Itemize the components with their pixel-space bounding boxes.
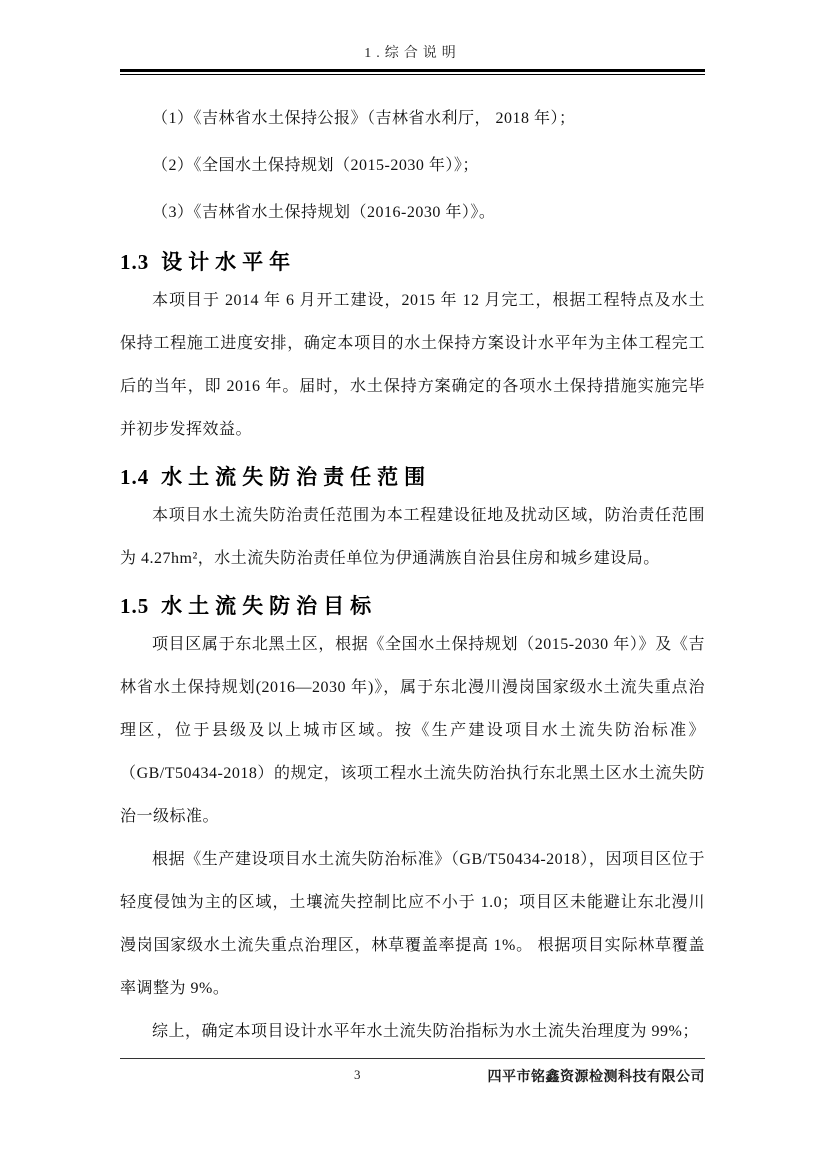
reference-item-3: （3）《吉林省水土保持规划（2016-2030 年）》。 <box>152 204 496 221</box>
paragraph-target-standard: 根据《生产建设项目水土流失防治标准》（GB/T50434-2018），因项目区位于轻度侵蚀为主的区域，土壤流失控制比应不小于 1.0；项目区未能避让东北漫川漫岗国家级水土流失重点治理区，林草覆盖率提高 1%。 根据项目实际林草覆盖率调整为 9%。 <box>120 851 705 997</box>
paragraph-responsibility-scope: 本项目水土流失防治责任范围为本工程建设征地及扰动区域，防治责任范围为 4.27hm²，水土流失防治责任单位为伊通满族自治县住房和城乡建设局。 <box>120 507 705 567</box>
footer-company-name: 四平市铭鑫资源检测科技有限公司 <box>487 1068 705 1084</box>
section-number: 1.3 <box>120 250 150 274</box>
reference-item-1: （1）《吉林省水土保持公报》（吉林省水利厅， 2018 年）； <box>152 110 576 127</box>
paragraph-target-summary: 综上，确定本项目设计水平年水土流失防治指标为水土流失治理度为 99%； <box>152 1023 699 1040</box>
paragraph-design-year: 本项目于 2014 年 6 月开工建设，2015 年 12 月完工，根据工程特点及水土保持工程施工进度安排，确定本项目的水土保持方案设计水平年为主体工程完工后的当年，即 2016 年。届时，水土保持方案确定的各项水土保持措施实施完毕并初步发挥效益。 <box>120 292 705 438</box>
section-heading-1-5 <box>120 590 705 623</box>
header-title: 1.综合说明 <box>364 46 461 61</box>
page-number: 3 <box>354 1067 361 1082</box>
section-heading-1-3 <box>120 246 705 279</box>
reference-item-2: （2）《全国水土保持规划（2015-2030 年）》； <box>152 157 479 174</box>
page-header <box>120 44 705 75</box>
section-title: 水土流失防治目标 <box>161 595 378 618</box>
section-title: 水土流失防治责任范围 <box>161 466 432 489</box>
page-footer <box>120 1058 705 1093</box>
paragraph-target-region: 项目区属于东北黑土区，根据《全国水土保持规划（2015-2030 年）》及《吉林省水土保持规划(2016—2030 年)》，属于东北漫川漫岗国家级水土流失重点治理区，位于县级及以上城市区域。按《生产建设项目水土流失防治标准》（GB/T50434-2018）的规定，该项工程水土流失防治执行东北黑土区水土流失防治一级标准。 <box>120 636 705 825</box>
section-number: 1.5 <box>120 594 150 618</box>
section-heading-1-4 <box>120 461 705 494</box>
header-rule <box>120 69 705 75</box>
section-title: 设计水平年 <box>161 251 297 274</box>
document-content <box>120 95 705 1053</box>
section-number: 1.4 <box>120 465 150 489</box>
